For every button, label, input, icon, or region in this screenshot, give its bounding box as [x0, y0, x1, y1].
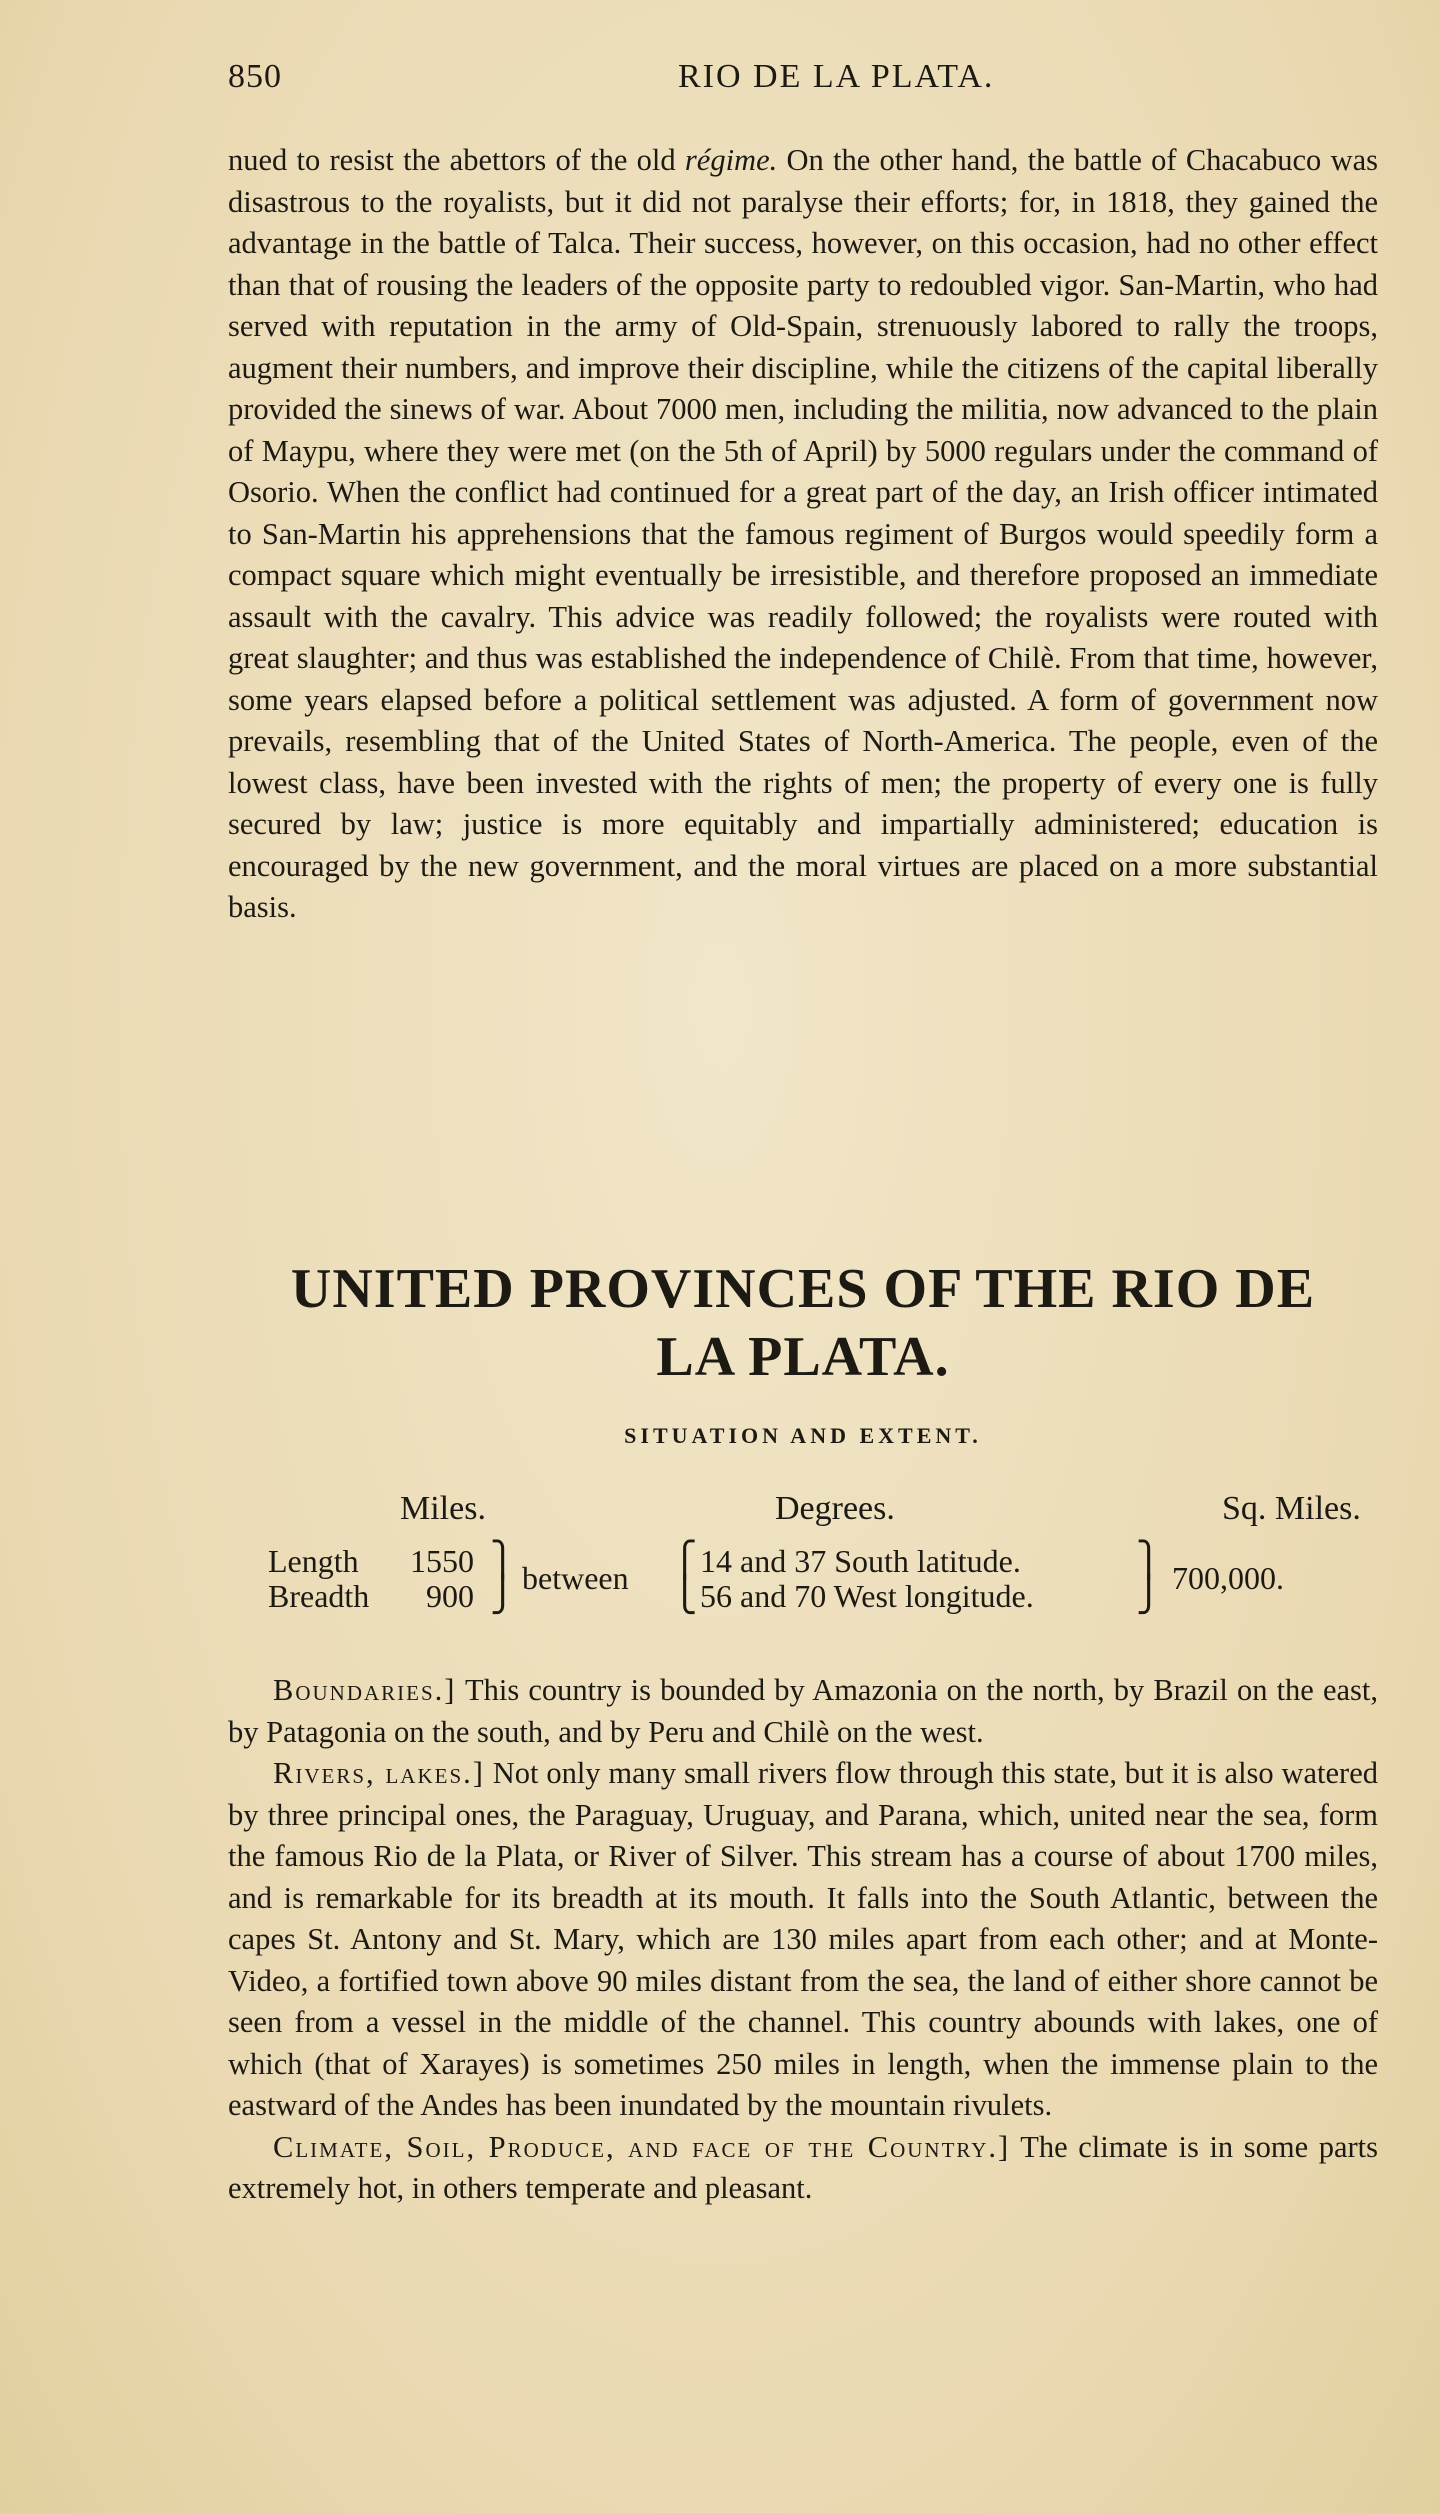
section-subheading: SITUATION AND EXTENT. [624, 1423, 982, 1448]
length-value: 1550 [410, 1543, 474, 1579]
chile-text-start: nued to resist the abettors of the old [228, 143, 685, 177]
climate-text: The climate is in some parts extremely hot, in others temperate and pleasant. [228, 2129, 1378, 2205]
col-sq-miles-header: Sq. Miles. [1222, 1490, 1361, 1527]
section-title-line1: UNITED PROVINCES OF THE RIO DE [290, 1258, 1316, 1320]
col-miles-header: Miles. [400, 1490, 486, 1527]
chile-paragraph [228, 140, 1378, 929]
right-brace-bottom: ⎭ [1136, 1577, 1162, 1614]
length-label: Length [268, 1543, 359, 1579]
breadth-label: Breadth [268, 1578, 370, 1614]
latitude-range: 14 and 37 South latitude. [700, 1543, 1021, 1579]
climate-paragraph [228, 2127, 1378, 2210]
breadth-value: 900 [426, 1578, 474, 1614]
boundaries-text: This country is bounded by Amazonia on the north, by Brazil on the east, by Patagonia on the south, and by Peru and Chilè on the west. [228, 1673, 1378, 1749]
climate-heading: Climate, Soil, Produce, and face of the Country.] [273, 2129, 1011, 2164]
boundaries-heading: Boundaries.] [273, 1673, 457, 1707]
section-body [228, 1670, 1378, 2210]
col-degrees-header: Degrees. [775, 1490, 895, 1527]
right-brace-top: ⎫ [1136, 1542, 1162, 1579]
boundaries-paragraph [228, 1670, 1378, 1753]
degrees-brace-top: ⎧ [672, 1542, 698, 1579]
chile-text-italic: régime. [684, 143, 778, 177]
running-title: RIO DE LA PLATA. [678, 58, 995, 95]
rivers-heading: Rivers, lakes.] [273, 1756, 485, 1790]
degrees-brace-bottom: ⎩ [672, 1577, 698, 1614]
page-header [228, 58, 1378, 118]
section-title-line2: LA PLATA. [656, 1326, 950, 1388]
chile-text-rest: On the other hand, the battle of Chacabuco was disastrous to the royalists, but it did not paralyse their efforts; for, in 1818, they gained the advantage in the battle of Talca. Their success, however, on this occasion, had no other effect than that of rousing the leaders of the opposite party to redoubled vigor. San-Martin, who had served with reputation in the army of Old-Spain, strenuously labored to rally the troops, augment their numbers, and improve their discipline, while the citizens of the capital liberally provided the sinews of war. About 7000 men, including the militia, now advanced to the plain of Maypu, where they were met (on the 5th of April) by 5000 regulars under the command of Osorio. When the conflict had continued for a great part of the day, an Irish officer intimated to San-Martin his apprehensions that the famous regiment of Burgos would speedily form a compact square which might eventually be irresistible, and therefore proposed an immediate assault with the cavalry. This advice was readily followed; the royalists were routed with great slaughter; and thus was established the independence of Chilè. From that time, however, some years elapsed before a political settlement was adjusted. A form of government now prevails, resembling that of the United States of North-America. The people, even of the lowest class, have been invested with the rights of men; the property of every one is fully secured by law; justice is more equitably and impartially administered; education is encouraged by the new government, and the moral virtues are placed on a more substantial basis. [228, 143, 1378, 924]
left-brace-top: ⎫ [490, 1542, 516, 1579]
left-brace-bottom: ⎭ [490, 1577, 516, 1614]
rivers-text: Not only many small rivers flow through this state, but it is also watered by three principal ones, the Paraguay, Uruguay, and Parana, which, united near the sea, form the famous Rio de la Plata, or River of Silver. This stream has a course of about 1700 miles, and is remarkable for its breadth at its mouth. It falls into the South Atlantic, between the capes St. Antony and St. Mary, which are 130 miles apart from each other; and at Monte-Video, a fortified town above 90 miles distant from the sea, the land of either shore cannot be seen from a vessel in the middle of the channel. This country abounds with lakes, one of which (that of Xarayes) is sometimes 250 miles in length, when the immense plain to the eastward of the Andes has been inundated by the mountain rivulets. [228, 1756, 1379, 2122]
section-title [228, 1255, 1378, 1391]
between-label: between [522, 1560, 629, 1596]
longitude-range: 56 and 70 West longitude. [700, 1578, 1034, 1614]
area-value: 700,000. [1172, 1560, 1284, 1596]
rivers-paragraph [228, 1753, 1378, 2127]
page-number: 850 [228, 58, 282, 95]
